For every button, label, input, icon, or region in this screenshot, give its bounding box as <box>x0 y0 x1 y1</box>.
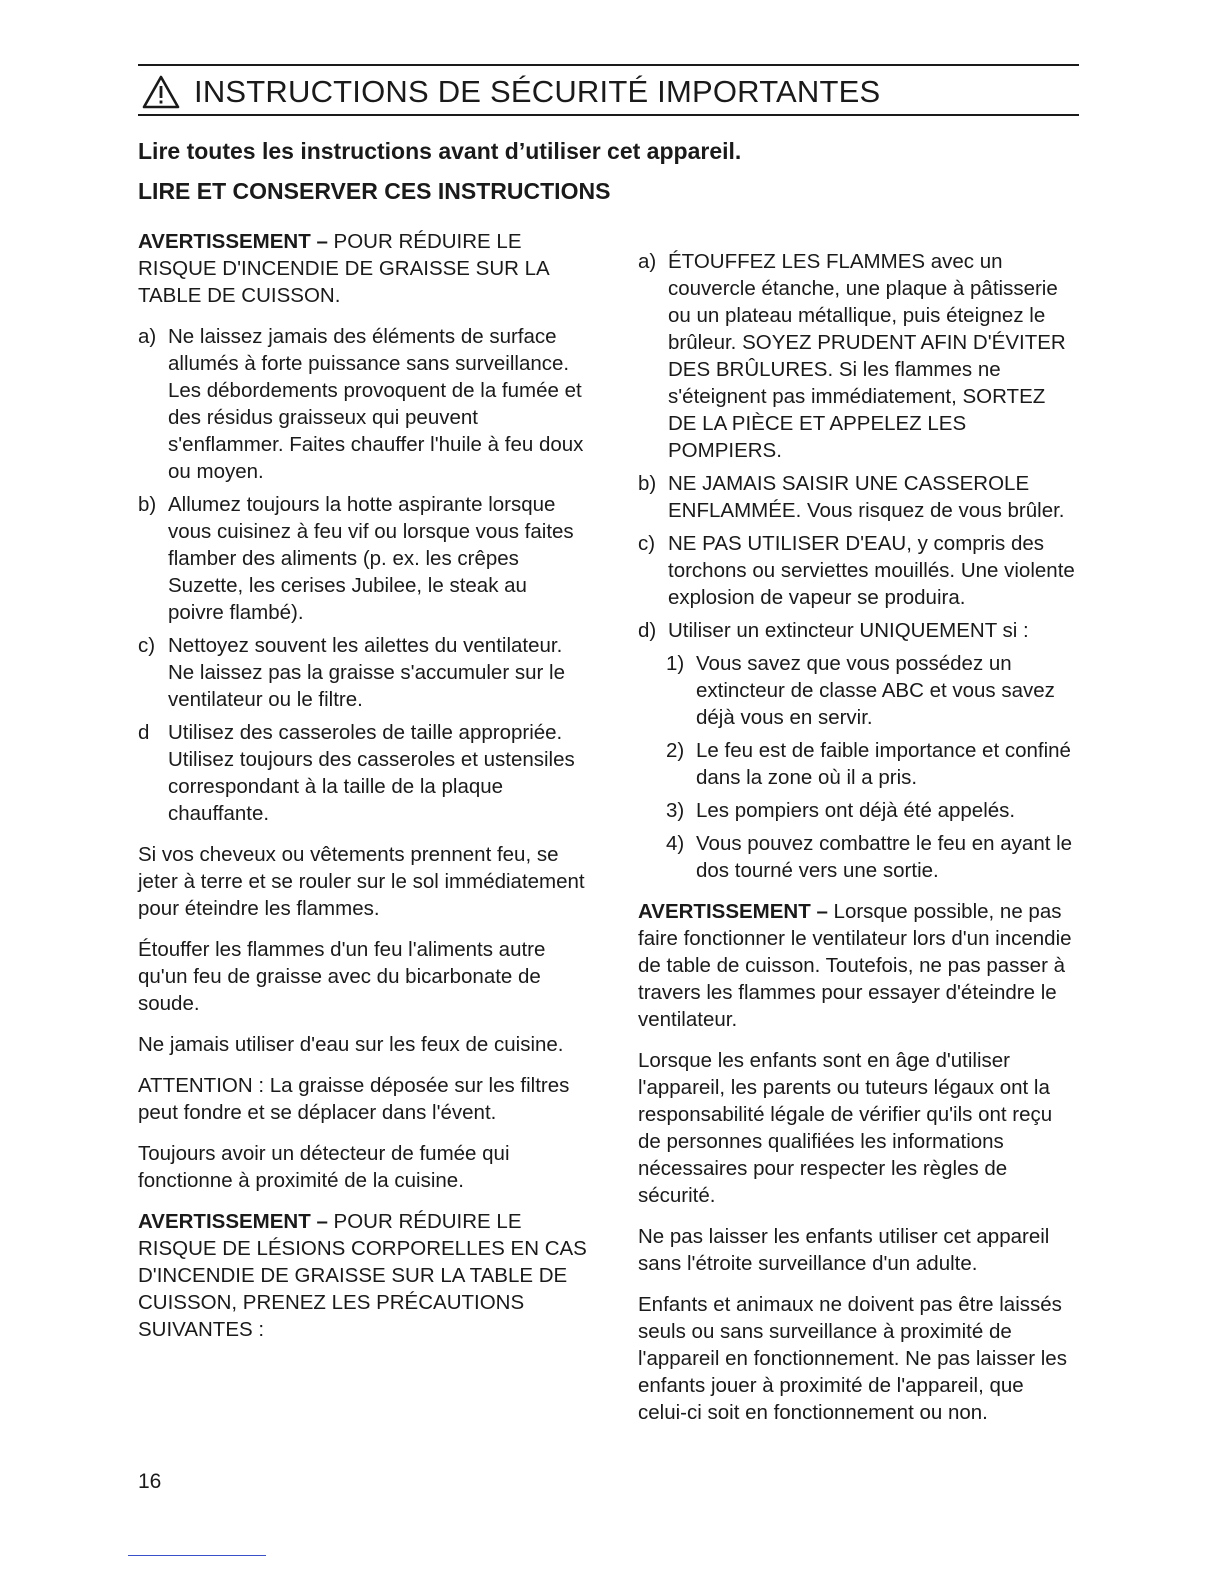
warning-paragraph-fan <box>638 898 1078 1033</box>
sub-list-item <box>666 797 1078 824</box>
list-item-label: d) <box>638 619 657 642</box>
list-item-text: Utilisez des casseroles de taille appropriée. Utilisez toujours des casseroles et ustensiles correspondant à la taille de la plaque chauffante. <box>168 721 575 825</box>
warning-triangle-icon <box>142 75 180 109</box>
sub-list-item-text: Vous pouvez combattre le feu en ayant le dos tourné vers une sortie. <box>696 832 1073 882</box>
list-item <box>638 617 1078 644</box>
sub-list-item <box>666 830 1078 884</box>
warning-paragraph-injury <box>138 1208 588 1343</box>
list-item <box>638 530 1078 611</box>
paragraph-baking-soda: Étouffer les flammes d'un feu l'aliments autre qu'un feu de graisse avec du bicarbonate de soude. <box>138 938 546 1015</box>
list-item-label: a) <box>638 250 657 273</box>
sub-list-item-text: Les pompiers ont déjà été appelés. <box>696 799 1016 822</box>
page-title <box>142 74 1072 110</box>
paragraph-children-responsibility: Lorsque les enfants sont en âge d'utiliser l'appareil, les parents ou tuteurs légaux ont la responsabilité légale de vérifier qu'ils ont reçu de personnes qualifiées les informations nécessaires pour respecter les règles de sécurité. <box>638 1049 1053 1207</box>
read-all-instructions-heading: Lire toutes les instructions avant d’utiliser cet appareil. <box>138 138 742 164</box>
list-item-label: b) <box>138 493 157 516</box>
list-item <box>638 470 1078 524</box>
list-item-text: ÉTOUFFEZ LES FLAMMES avec un couvercle étanche, une plaque à pâtisserie ou un plateau métallique, puis éteignez le brûleur. SOYEZ PRUDENT AFIN D'ÉVITER DES BRÛLURES. Si les flammes ne s'éteignent pas immédiatement, SORTEZ DE LA PIÈCE ET APPELEZ LES POMPIERS. <box>668 250 1066 462</box>
list-item-label: c) <box>638 532 656 555</box>
list-item <box>138 632 588 713</box>
list-item <box>138 491 588 626</box>
left-column <box>138 228 588 1357</box>
sub-list-item-text: Le feu est de faible importance et confiné dans la zone où il a pris. <box>696 739 1071 789</box>
sub-list-item-label: 2) <box>666 739 685 762</box>
paragraph-smoke-detector: Toujours avoir un détecteur de fumée qui fonctionne à proximité de la cuisine. <box>138 1142 510 1192</box>
sub-list-item <box>666 650 1078 731</box>
sub-list-item-text: Vous savez que vous possédez un extincteur de classe ABC et vous savez déjà vous en servir. <box>696 652 1055 729</box>
paragraph-attention-filters: ATTENTION : La graisse déposée sur les filtres peut fondre et se déplacer dans l'évent. <box>138 1074 570 1124</box>
paragraph-children-supervision: Ne pas laisser les enfants utiliser cet appareil sans l'étroite surveillance d'un adulte. <box>638 1225 1050 1275</box>
page-number: 16 <box>138 1470 162 1493</box>
keep-instructions-heading: LIRE ET CONSERVER CES INSTRUCTIONS <box>138 178 611 204</box>
sub-list-item-label: 4) <box>666 832 685 855</box>
paragraph-clothing-fire: Si vos cheveux ou vêtements prennent feu, se jeter à terre et se rouler sur le sol immédiatement pour éteindre les flammes. <box>138 843 585 920</box>
warning-label: AVERTISSEMENT – <box>138 1210 334 1233</box>
warning-paragraph-grease-fire <box>138 228 588 309</box>
list-item-label: b) <box>638 472 657 495</box>
list-item-text: Nettoyez souvent les ailettes du ventilateur. Ne laissez pas la graisse s'accumuler sur le ventilateur ou le filtre. <box>168 634 565 711</box>
warning-text: POUR RÉDUIRE LE RISQUE D'INCENDIE DE GRAISSE SUR LA TABLE DE CUISSON. <box>138 230 549 307</box>
list-item-text: NE PAS UTILISER D'EAU, y compris des torchons ou serviettes mouillés. Une violente explosion de vapeur se produira. <box>668 532 1075 609</box>
list-item <box>638 248 1078 464</box>
list-item <box>138 719 588 827</box>
warning-label: AVERTISSEMENT – <box>638 900 834 923</box>
header-bottom-rule <box>138 114 1079 116</box>
list-item-text: Allumez toujours la hotte aspirante lorsque vous cuisinez à feu vif ou lorsque vous faites flamber des aliments (p. ex. les crêpes Suzette, les cerises Jubilee, le steak au poivre flambé). <box>168 493 574 624</box>
list-item-label: a) <box>138 325 157 348</box>
warning-label: AVERTISSEMENT – <box>138 230 334 253</box>
paragraph-no-water: Ne jamais utiliser d'eau sur les feux de cuisine. <box>138 1033 564 1056</box>
warning-text: POUR RÉDUIRE LE RISQUE DE LÉSIONS CORPORELLES EN CAS D'INCENDIE DE GRAISSE SUR LA TABLE DE CUISSON, PRENEZ LES PRÉCAUTIONS SUIVANTES : <box>138 1210 587 1341</box>
sub-list-item <box>666 737 1078 791</box>
sub-list-item-label: 3) <box>666 799 685 822</box>
paragraph-children-animals: Enfants et animaux ne doivent pas être laissés seuls ou sans surveillance à proximité de l'appareil en fonctionnement. Ne pas laisser les enfants jouer à proximité de l'appareil, que celui-ci soit en fonctionnement ou non. <box>638 1293 1067 1424</box>
header-top-rule <box>138 64 1079 66</box>
list-item-text: Ne laissez jamais des éléments de surface allumés à forte puissance sans surveillance. Les débordements provoquent de la fumée et des résidus graisseux qui peuvent s'enflammer. Faites chauffer l'huile à feu doux ou moyen. <box>168 325 584 483</box>
list-item-text: Utiliser un extincteur UNIQUEMENT si : <box>668 619 1029 642</box>
sub-list-item-label: 1) <box>666 652 685 675</box>
footer-line <box>128 1555 266 1556</box>
list-item-label: c) <box>138 634 156 657</box>
list-item-label: d <box>138 721 150 744</box>
page-title-text: INSTRUCTIONS DE SÉCURITÉ IMPORTANTES <box>194 74 881 109</box>
warning-text: Lorsque possible, ne pas faire fonctionner le ventilateur lors d'un incendie de table de cuisson. Toutefois, ne pas passer à travers les flammes pour essayer d'éteindre le ventilateur. <box>638 900 1072 1031</box>
list-item-text: NE JAMAIS SAISIR UNE CASSEROLE ENFLAMMÉE. Vous risquez de vous brûler. <box>668 472 1065 522</box>
list-item <box>138 323 588 485</box>
right-column <box>638 248 1078 1440</box>
